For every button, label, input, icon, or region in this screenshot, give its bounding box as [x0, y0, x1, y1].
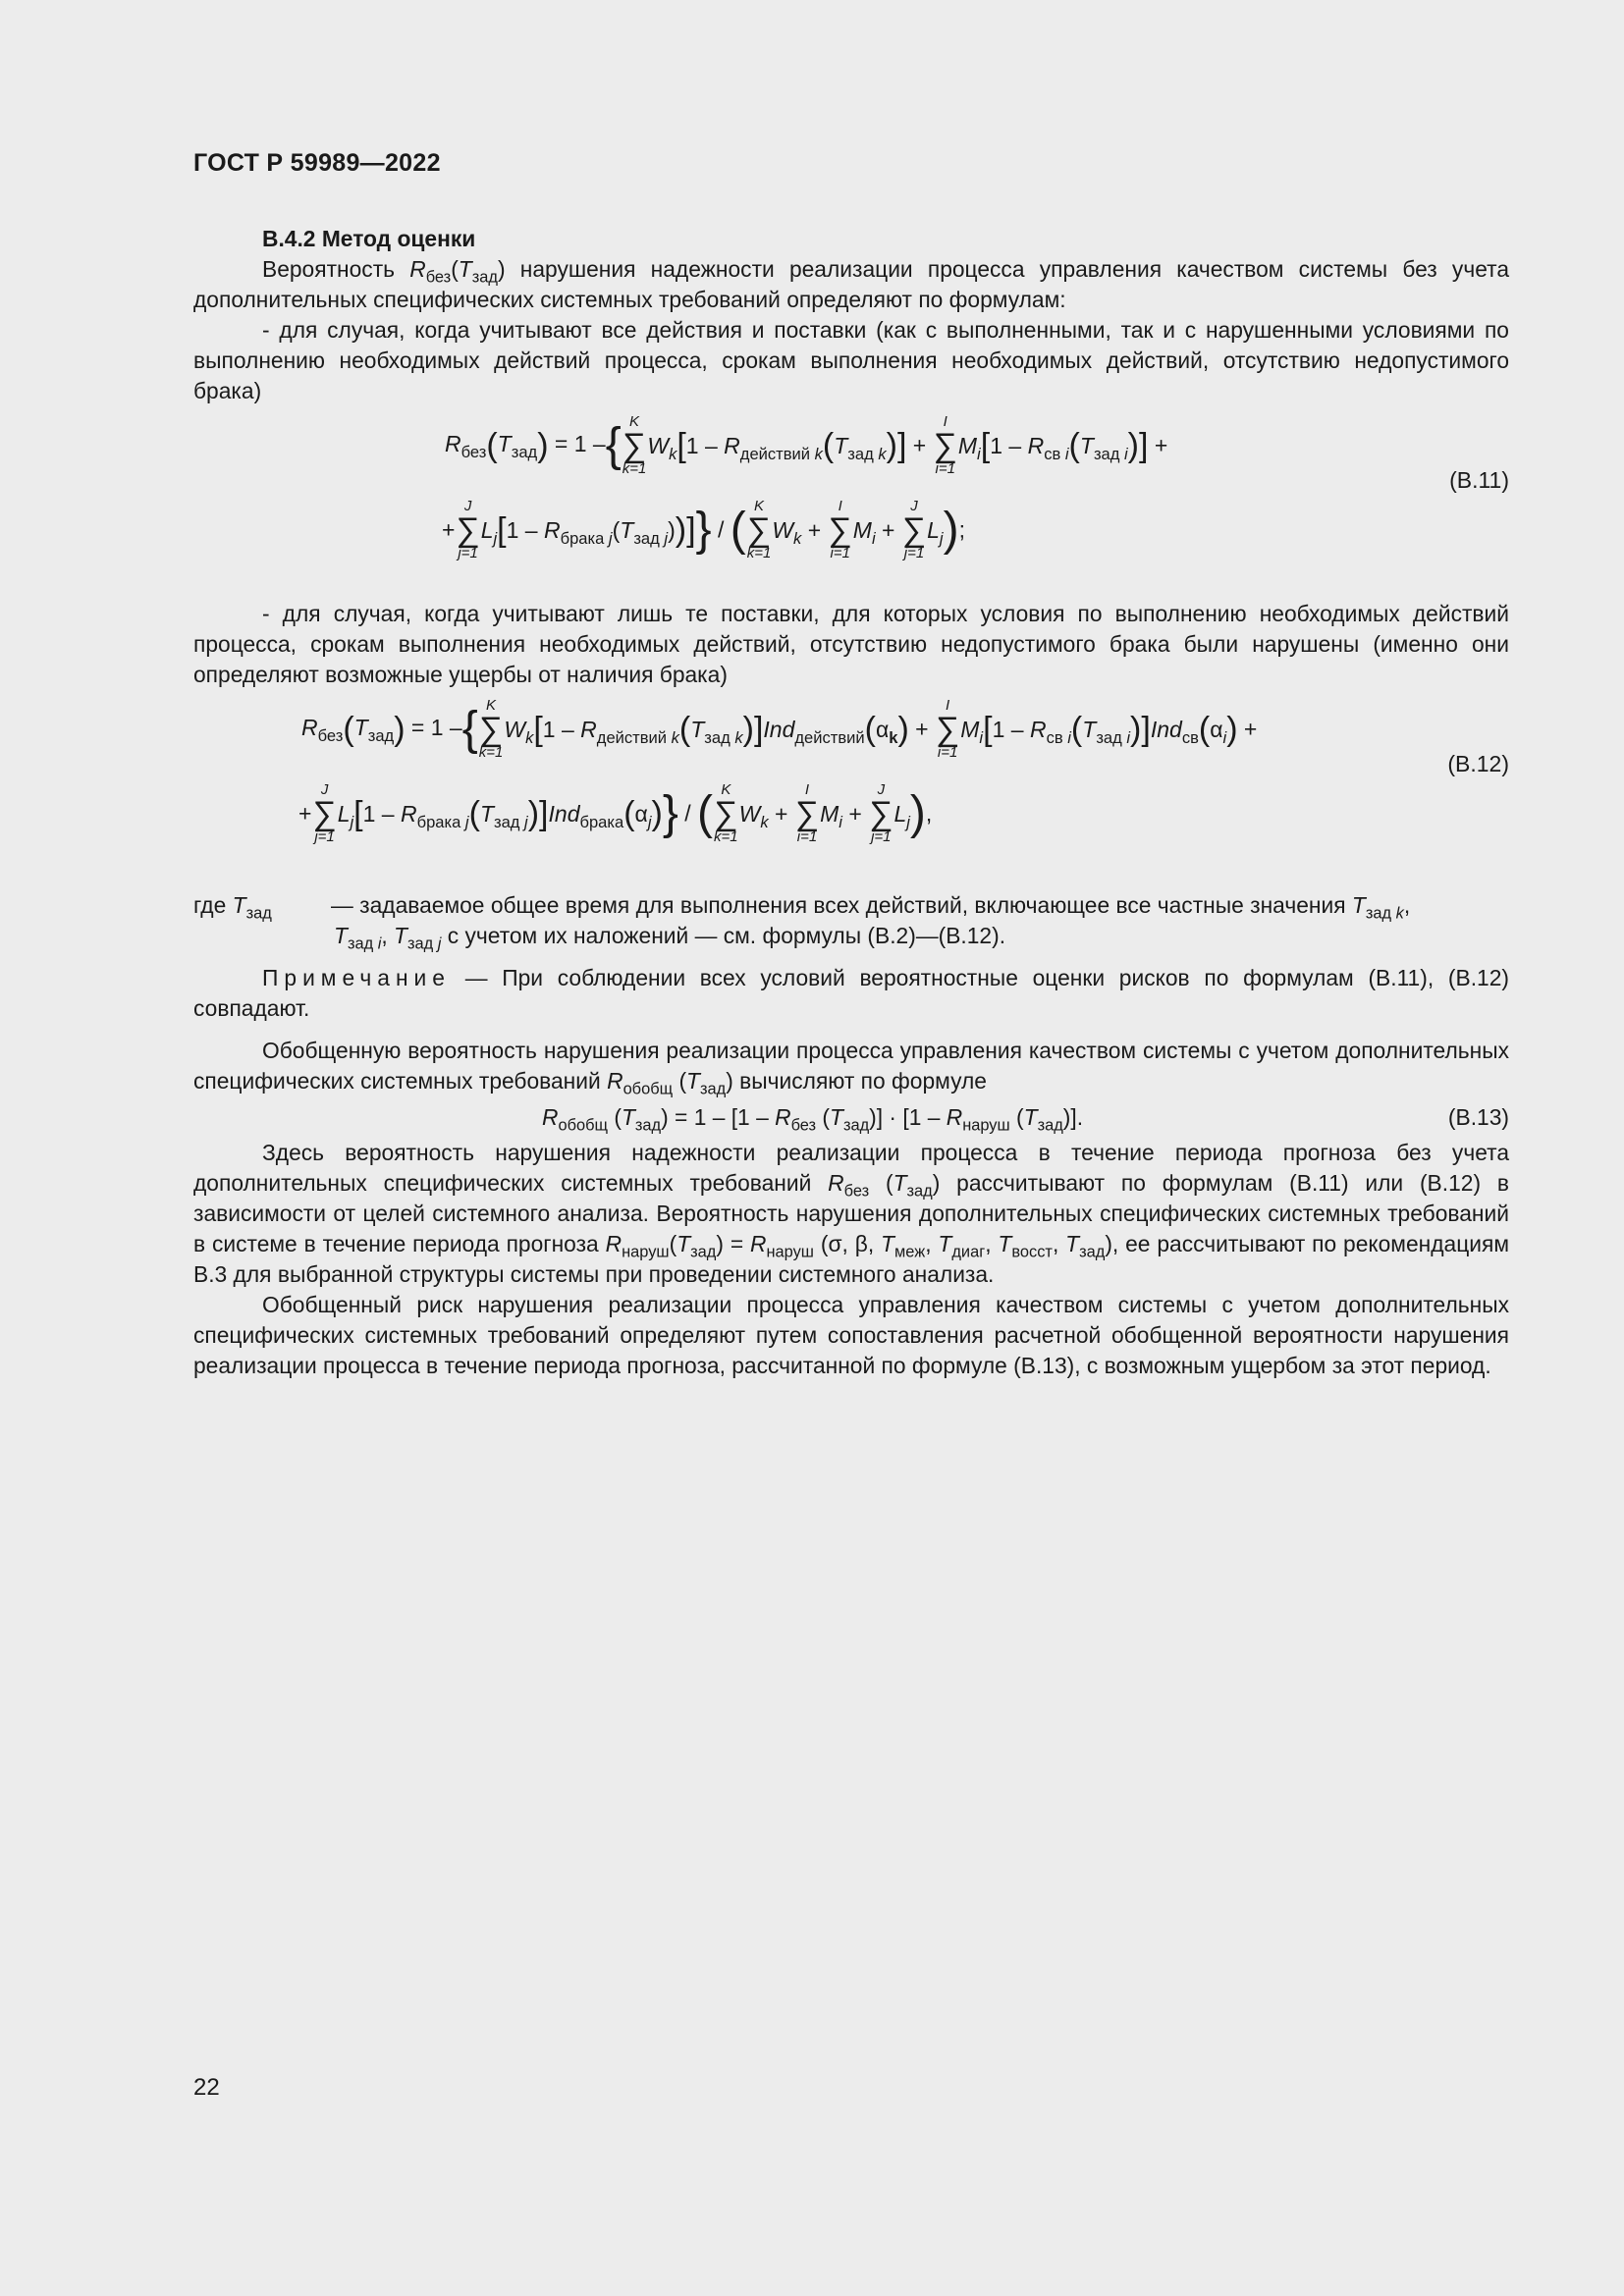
where-clause: где $T_{зад}$ — задаваемое общее время для выполнения всех действий, включающее все частные значения $T_{зад k}$, $T_{зад i}$, $T_{зад j}$ с учетом их наложений — см. формулы (В.2)—(В.12).	[193, 892, 1411, 953]
note: Примечание — При соблюдении всех условий вероятностные оценки рисков по формулам (В.11), (В.12) совпадают.	[193, 965, 1509, 1021]
formula-number: (В.13)	[1447, 1104, 1509, 1130]
paragraph-1: Вероятность $R_{без}(T_{зад})$ нарушения надежности реализации процесса управления качеством системы без учета дополнительных специфических системных требований определяют по формулам:	[193, 256, 1509, 312]
paragraph-4: Обобщенную вероятность нарушения реализации процесса управления качеством системы с учетом дополнительных специфических системных требований $R_{обобщ}$ $(T_{зад})$ вычисляют по формуле	[193, 1038, 1509, 1098]
formula-b12: $R_{без}(T_{зад}) = 1$ –{ K ∑ k=1 $W_k[1 - R_{действий k}(T_{зад k})]Ind_{действий}(\alpha_k)$ + I ∑ i=1 $M_i[1 - R_{св i}(T_{зад i})]Ind_{св}(\alpha_i)$ + (В.12) + J ∑ j=1 $L_j[1 - R_{брака j}(T_{зад j})]Ind_{брака}(\alpha_j)$} / ( K ∑ k=1 $W_k$ + I ∑ i=1 $M_i$ + J ∑ j=1 $L_j$),	[298, 697, 1509, 845]
paragraph-3: - для случая, когда учитывают лишь те поставки, для которых условия по выполнению необходимых действий процесса, срокам выполнения необходимых действий, отсутствию недопустимого брака были нарушены (именно они определяют возможные ущербы от наличия брака)	[193, 601, 1509, 687]
paragraph-5: Здесь вероятность нарушения надежности реализации процесса в течение периода прогноза без учета дополнительных специфических системных требований $R_{без}$ $(T_{зад})$ рассчитывают по формулам (В.11) или (В.12) в зависимости от целей системного анализа. Вероятность нарушения дополнительных специфических системных требований в системе в течение периода прогноза $R_{наруш}(T_{зад}) = R_{наруш}$ (σ, β, $T_{меж}$, $T_{диаг}$, $T_{восст}$, $T_{зад}$), ее рассчитывают по рекомендациям В.3 для выбранной структуры системы при проведении системного анализа.	[193, 1140, 1510, 1287]
formula-number: (В.11)	[1449, 467, 1509, 493]
formula-b11: $R_{без}(T_{зад}) = 1$ –{ K ∑ k=1 $W_k[1 - R_{действий k}(T_{зад k})]$ + I ∑ i=1 $M_i[1 - R_{св i}(T_{зад i})]$ + (В.11) + J ∑ j=1 $L_j[1 - R_{брака j}(T_{зад j}))$]} / ( K ∑ k=1 $W_k$ + I ∑ i=1 $M_i$ + J ∑ j=1 $L_j$);	[442, 413, 1509, 561]
formula-b13: $R_{обобщ}$ $(T_{зад}) = 1 - [1 - R_{без}$ $(T_{зад})] \cdot [1 - R_{наруш}$ $(T_{зад})$]. (В.13)	[542, 1104, 1509, 1135]
formula-number: (В.12)	[1447, 751, 1509, 776]
paragraph-2: - для случая, когда учитывают все действия и поставки (как с выполненными, так и с нарушенными условиями по выполнению необходимых действий процесса, срокам выполнения необходимых действий, отсутствию недопустимого брака)	[193, 317, 1509, 403]
document-body	[193, 224, 1509, 1381]
paragraph-6: Обобщенный риск нарушения реализации процесса управления качеством системы с учетом дополнительных специфических системных требований определяют путем сопоставления расчетной обобщенной вероятности нарушения реализации процесса в течение периода прогноза, рассчитанной по формуле (В.13), с возможным ущербом за этот период.	[193, 1292, 1509, 1378]
section-title: В.4.2 Метод оценки	[262, 226, 476, 251]
page-number: 22	[193, 2074, 220, 2101]
document-header: ГОСТ Р 59989—2022	[193, 149, 441, 177]
